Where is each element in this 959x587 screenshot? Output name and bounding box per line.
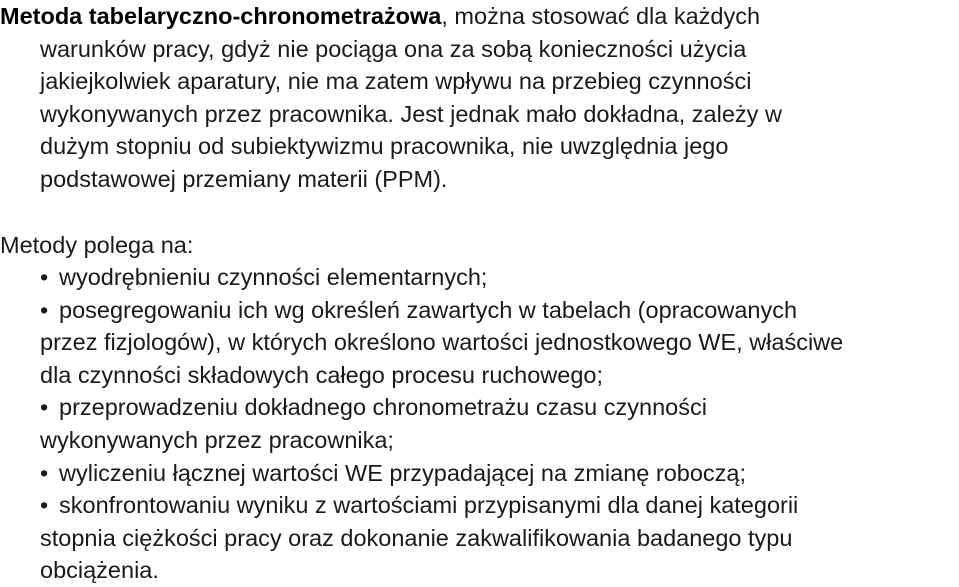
list-item-line: wyliczeniu łącznej wartości WE przypadającej na zmianę roboczą; bbox=[59, 459, 747, 486]
list-item bbox=[0, 261, 959, 294]
list-item-line: skonfrontowaniu wyniku z wartościami przypisanymi dla danej kategorii bbox=[59, 492, 799, 519]
list-item-line: wykonywanych przez pracownika; bbox=[40, 426, 394, 453]
bullet-icon: • bbox=[40, 492, 49, 519]
intro-line: wykonywanych przez pracownika. Jest jednak mało dokładna, zależy w bbox=[40, 100, 782, 127]
bullet-icon: • bbox=[40, 394, 49, 421]
list-item-line: dla czynności składowych całego procesu ruchowego; bbox=[40, 361, 604, 388]
list-item-line: wyodrębnieniu czynności elementarnych; bbox=[59, 264, 488, 290]
bullet-icon: • bbox=[40, 459, 49, 486]
bullet-icon: • bbox=[40, 296, 49, 323]
intro-line: warunków pracy, gdyż nie pociąga ona za sobą konieczności użycia bbox=[40, 35, 747, 62]
intro-line-1-rest: , można stosować dla każdych bbox=[441, 3, 761, 29]
intro-paragraph bbox=[0, 0, 959, 196]
method-steps-list bbox=[0, 261, 959, 587]
list-item bbox=[0, 457, 959, 490]
list-item-line: posegregowaniu ich wg określeń zawartych w tabelach (opracowanych bbox=[59, 296, 798, 323]
list-item bbox=[0, 294, 959, 392]
methods-heading: Metody polega na: bbox=[0, 232, 194, 258]
intro-line: jakiejkolwiek aparatury, nie ma zatem wpływu na przebieg czynności bbox=[40, 68, 752, 95]
intro-line-1 bbox=[0, 0, 959, 33]
list-item bbox=[0, 489, 959, 587]
intro-line: podstawowej przemiany materii (PPM). bbox=[40, 165, 448, 192]
list-item-line: przez fizjologów), w których określono wartości jednostkowego WE, właściwe bbox=[40, 329, 844, 356]
intro-line: dużym stopniu od subiektywizmu pracownika, nie uwzględnia jego bbox=[40, 133, 729, 160]
list-item-line: przeprowadzeniu dokładnego chronometrażu czasu czynności bbox=[59, 394, 707, 421]
method-name-bold: Metoda tabelaryczno-chronometrażowa bbox=[0, 3, 442, 29]
list-item-line: obciążenia. bbox=[40, 557, 159, 584]
list-item bbox=[0, 391, 959, 456]
bullet-icon: • bbox=[40, 264, 49, 290]
list-item-line: stopnia ciężkości pracy oraz dokonanie zakwalifikowania badanego typu bbox=[40, 524, 793, 551]
